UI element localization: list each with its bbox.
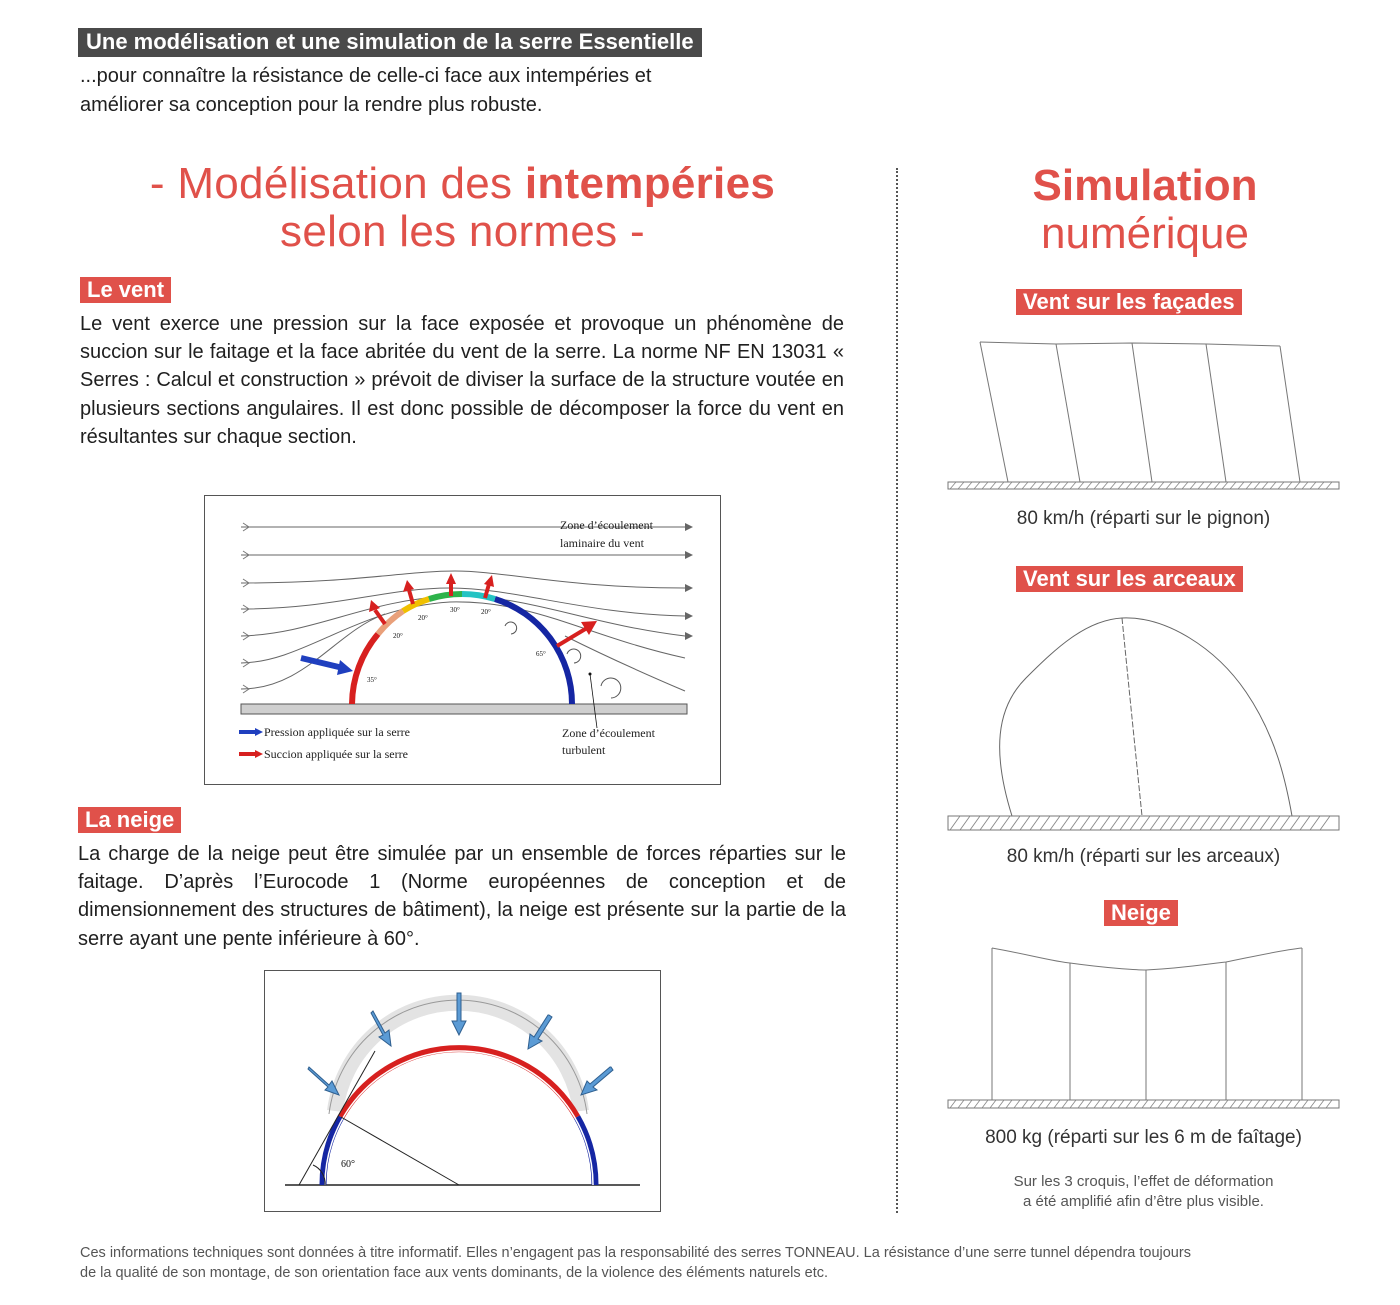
sim-facades-drawing <box>946 336 1341 496</box>
snow-paragraph: La charge de la neige peut être simulée par un ensemble de forces réparties sur le faitage. D’après l’Eurocode 1 (Norme européennes de conception et de dimensionnement des structures de bâtiment), la neige est présente sur la partie de la serre ayant une pente inférieure à 60°. <box>78 843 846 950</box>
sim-snow-badge: Neige <box>1104 900 1178 926</box>
snow-angle-label: 60° <box>341 1159 355 1170</box>
snow-figure <box>264 970 661 1212</box>
simulation-note <box>946 1172 1341 1212</box>
zone-laminar-label: laminaire du vent <box>560 536 644 550</box>
note-line-1: Sur les 3 croquis, l’effet de déformation <box>1013 1173 1274 1190</box>
sim-facades-caption: 80 km/h (réparti sur le pignon) <box>1016 508 1271 529</box>
zone-laminar-label: Zone d’écoulement <box>560 518 653 532</box>
note-line-2: a été amplifié afin d’être plus visible. <box>1023 1193 1264 1210</box>
footer-line-2: de la qualité de son montage, de son orientation face aux vents dominants, de la violence des éléments naturels etc. <box>80 1265 829 1281</box>
snow-arch <box>323 1049 595 1185</box>
right-title-line2: numérique <box>1041 209 1249 258</box>
angle-label: 20° <box>393 632 403 640</box>
right-title-bold: Simulation <box>1032 161 1258 210</box>
wind-paragraph: Le vent exerce une pression sur la face exposée et provoque un phénomène de succion sur le faitage et la face abritée du vent de la serre. La norme NF EN 13031 « Serres : Calcul et construction » prévoit de diviser la surface de la structure voutée en plusieurs sections angulaires. Il est donc possible de décomposer la force du vent en résultantes sur chaque section. <box>80 313 844 448</box>
disclaimer-footer <box>80 1243 1370 1283</box>
sim-arches-caption: 80 km/h (réparti sur les arceaux) <box>1006 846 1281 867</box>
streamline-tick-marks <box>243 523 249 693</box>
streamline-arrowheads <box>685 523 693 640</box>
pressure-arrowhead <box>337 660 353 675</box>
suction-arrowheads <box>369 573 597 635</box>
right-section-title <box>960 162 1330 258</box>
wind-diagram <box>205 496 720 784</box>
snow-arch-highlight <box>325 1051 593 1185</box>
column-divider <box>896 168 898 1213</box>
subtitle-line-1: ...pour connaître la résistance de celle-ci face aux intempéries et <box>80 65 652 87</box>
page-heading: Une modélisation et une simulation de la serre Essentielle <box>78 28 702 57</box>
wind-ground <box>241 704 687 714</box>
zone-turbulent-label: turbulent <box>562 743 606 757</box>
snow-badge: La neige <box>78 807 181 833</box>
page-subtitle <box>80 62 840 120</box>
left-section-title <box>80 160 845 256</box>
sim-snow-caption: 800 kg (réparti sur les 6 m de faîtage) <box>985 1127 1302 1148</box>
wind-arch <box>352 594 572 704</box>
radius-line <box>341 1117 459 1185</box>
left-title-bold: intempéries <box>524 159 776 208</box>
sim-arches-drawing <box>946 612 1341 837</box>
sim-arches-badge: Vent sur les arceaux <box>1016 566 1243 592</box>
wind-figure <box>204 495 721 785</box>
snow-diagram <box>265 971 660 1211</box>
left-title-part1: - Modélisation des <box>149 159 525 208</box>
angle-label: 35° <box>367 676 377 684</box>
legend-suction-label: Succion appliquée sur la serre <box>264 747 408 761</box>
angle-label: 20° <box>481 608 491 616</box>
wind-badge: Le vent <box>80 277 171 303</box>
subtitle-line-2: améliorer sa conception pour la rendre plus robuste. <box>80 94 543 116</box>
footer-line-1: Ces informations techniques sont données à titre informatif. Elles n’engagent pas la responsabilité des serres TONNEAU. La résistance d’une serre tunnel dépendra toujours <box>80 1245 1191 1261</box>
angle-label: 20° <box>418 614 428 622</box>
zone-turbulent-label: Zone d’écoulement <box>562 726 655 740</box>
sim-snow-drawing <box>946 942 1341 1114</box>
legend-pressure-label: Pression appliquée sur la serre <box>264 725 410 739</box>
angle-label: 65° <box>536 650 546 658</box>
sim-facades-badge: Vent sur les façades <box>1016 289 1242 315</box>
angle-label: 30° <box>450 606 460 614</box>
left-title-line2: selon les normes - <box>280 207 645 256</box>
wind-streamlines <box>241 527 685 691</box>
